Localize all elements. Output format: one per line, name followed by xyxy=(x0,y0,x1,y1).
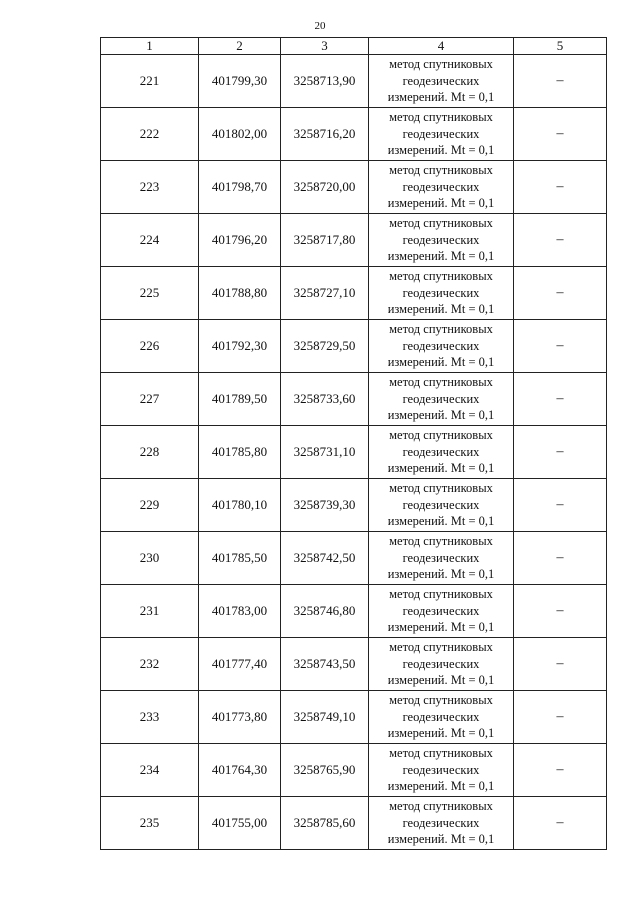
method-text-line: измерений. Mt = 0,1 xyxy=(387,408,495,423)
method-text-line: метод спутниковых xyxy=(389,693,493,708)
point-number-cell: 221 xyxy=(101,55,199,108)
method-cell xyxy=(369,55,514,108)
note-cell: – xyxy=(514,320,607,373)
method-text-line: геодезических xyxy=(402,709,480,724)
column-header: 2 xyxy=(199,38,281,55)
method-text-line: геодезических xyxy=(402,603,480,618)
method-text-line: геодезических xyxy=(402,179,480,194)
table-row xyxy=(101,214,607,267)
method-cell xyxy=(369,479,514,532)
y-coordinate-cell: 3258717,80 xyxy=(281,214,369,267)
method-text-line: геодезических xyxy=(402,762,480,777)
method-text-line: измерений. Mt = 0,1 xyxy=(387,514,495,529)
point-number-cell: 230 xyxy=(101,532,199,585)
method-text-line: метод спутниковых xyxy=(389,481,493,496)
y-coordinate-cell: 3258713,90 xyxy=(281,55,369,108)
method-text-line: геодезических xyxy=(402,338,480,353)
method-text-line: геодезических xyxy=(402,232,480,247)
method-text-line: метод спутниковых xyxy=(389,799,493,814)
table-row xyxy=(101,797,607,850)
y-coordinate-cell: 3258720,00 xyxy=(281,161,369,214)
table-row xyxy=(101,320,607,373)
table-row xyxy=(101,479,607,532)
method-text-line: метод спутниковых xyxy=(389,428,493,443)
method-text-line: геодезических xyxy=(402,285,480,300)
method-text-line: метод спутниковых xyxy=(389,746,493,761)
x-coordinate-cell: 401785,80 xyxy=(199,426,281,479)
method-cell xyxy=(369,373,514,426)
x-coordinate-cell: 401792,30 xyxy=(199,320,281,373)
y-coordinate-cell: 3258731,10 xyxy=(281,426,369,479)
x-coordinate-cell: 401802,00 xyxy=(199,108,281,161)
column-header: 1 xyxy=(101,38,199,55)
y-coordinate-cell: 3258743,50 xyxy=(281,638,369,691)
y-coordinate-cell: 3258742,50 xyxy=(281,532,369,585)
note-cell: – xyxy=(514,479,607,532)
method-text-line: метод спутниковых xyxy=(389,269,493,284)
note-cell: – xyxy=(514,744,607,797)
point-number-cell: 235 xyxy=(101,797,199,850)
point-number-cell: 234 xyxy=(101,744,199,797)
table-row xyxy=(101,532,607,585)
x-coordinate-cell: 401788,80 xyxy=(199,267,281,320)
method-cell xyxy=(369,532,514,585)
method-text-line: геодезических xyxy=(402,444,480,459)
method-text-line: измерений. Mt = 0,1 xyxy=(387,832,495,847)
method-text-line: геодезических xyxy=(402,656,480,671)
point-number-cell: 232 xyxy=(101,638,199,691)
column-header: 3 xyxy=(281,38,369,55)
table-row xyxy=(101,744,607,797)
method-text-line: измерений. Mt = 0,1 xyxy=(387,673,495,688)
method-text-line: метод спутниковых xyxy=(389,163,493,178)
method-text-line: метод спутниковых xyxy=(389,587,493,602)
method-cell xyxy=(369,161,514,214)
method-text-line: измерений. Mt = 0,1 xyxy=(387,302,495,317)
method-cell xyxy=(369,320,514,373)
method-cell xyxy=(369,426,514,479)
method-cell xyxy=(369,214,514,267)
table-row xyxy=(101,55,607,108)
x-coordinate-cell: 401798,70 xyxy=(199,161,281,214)
method-text-line: измерений. Mt = 0,1 xyxy=(387,249,495,264)
note-cell: – xyxy=(514,797,607,850)
y-coordinate-cell: 3258785,60 xyxy=(281,797,369,850)
point-number-cell: 229 xyxy=(101,479,199,532)
y-coordinate-cell: 3258746,80 xyxy=(281,585,369,638)
note-cell: – xyxy=(514,161,607,214)
method-text-line: измерений. Mt = 0,1 xyxy=(387,143,495,158)
table-row xyxy=(101,108,607,161)
method-text-line: измерений. Mt = 0,1 xyxy=(387,196,495,211)
x-coordinate-cell: 401789,50 xyxy=(199,373,281,426)
note-cell: – xyxy=(514,55,607,108)
method-text-line: геодезических xyxy=(402,391,480,406)
method-text-line: геодезических xyxy=(402,497,480,512)
note-cell: – xyxy=(514,638,607,691)
point-number-cell: 224 xyxy=(101,214,199,267)
note-cell: – xyxy=(514,691,607,744)
coordinates-table xyxy=(100,37,607,850)
table-row xyxy=(101,267,607,320)
method-text-line: измерений. Mt = 0,1 xyxy=(387,567,495,582)
table-row xyxy=(101,161,607,214)
method-text-line: геодезических xyxy=(402,815,480,830)
column-header: 5 xyxy=(514,38,607,55)
x-coordinate-cell: 401799,30 xyxy=(199,55,281,108)
y-coordinate-cell: 3258729,50 xyxy=(281,320,369,373)
y-coordinate-cell: 3258716,20 xyxy=(281,108,369,161)
x-coordinate-cell: 401783,00 xyxy=(199,585,281,638)
point-number-cell: 226 xyxy=(101,320,199,373)
x-coordinate-cell: 401796,20 xyxy=(199,214,281,267)
page-number: 20 xyxy=(314,20,326,32)
method-text-line: метод спутниковых xyxy=(389,216,493,231)
method-text-line: метод спутниковых xyxy=(389,375,493,390)
point-number-cell: 227 xyxy=(101,373,199,426)
y-coordinate-cell: 3258739,30 xyxy=(281,479,369,532)
method-text-line: измерений. Mt = 0,1 xyxy=(387,461,495,476)
note-cell: – xyxy=(514,108,607,161)
note-cell: – xyxy=(514,373,607,426)
note-cell: – xyxy=(514,267,607,320)
method-cell xyxy=(369,108,514,161)
table-row xyxy=(101,691,607,744)
note-cell: – xyxy=(514,426,607,479)
column-header: 4 xyxy=(369,38,514,55)
y-coordinate-cell: 3258765,90 xyxy=(281,744,369,797)
method-text-line: геодезических xyxy=(402,550,480,565)
method-text-line: геодезических xyxy=(402,126,480,141)
method-text-line: измерений. Mt = 0,1 xyxy=(387,620,495,635)
note-cell: – xyxy=(514,214,607,267)
method-cell xyxy=(369,691,514,744)
table-row xyxy=(101,638,607,691)
point-number-cell: 233 xyxy=(101,691,199,744)
method-text-line: измерений. Mt = 0,1 xyxy=(387,779,495,794)
point-number-cell: 223 xyxy=(101,161,199,214)
method-cell xyxy=(369,585,514,638)
method-text-line: измерений. Mt = 0,1 xyxy=(387,90,495,105)
note-cell: – xyxy=(514,532,607,585)
method-cell xyxy=(369,638,514,691)
table-row xyxy=(101,426,607,479)
table-row xyxy=(101,585,607,638)
y-coordinate-cell: 3258727,10 xyxy=(281,267,369,320)
method-text-line: метод спутниковых xyxy=(389,534,493,549)
method-text-line: метод спутниковых xyxy=(389,640,493,655)
method-text-line: метод спутниковых xyxy=(389,110,493,125)
method-text-line: метод спутниковых xyxy=(389,57,493,72)
method-text-line: измерений. Mt = 0,1 xyxy=(387,355,495,370)
point-number-cell: 225 xyxy=(101,267,199,320)
y-coordinate-cell: 3258749,10 xyxy=(281,691,369,744)
table-row xyxy=(101,373,607,426)
y-coordinate-cell: 3258733,60 xyxy=(281,373,369,426)
x-coordinate-cell: 401773,80 xyxy=(199,691,281,744)
point-number-cell: 231 xyxy=(101,585,199,638)
method-cell xyxy=(369,797,514,850)
x-coordinate-cell: 401764,30 xyxy=(199,744,281,797)
x-coordinate-cell: 401777,40 xyxy=(199,638,281,691)
point-number-cell: 222 xyxy=(101,108,199,161)
method-cell xyxy=(369,744,514,797)
x-coordinate-cell: 401780,10 xyxy=(199,479,281,532)
method-text-line: измерений. Mt = 0,1 xyxy=(387,726,495,741)
point-number-cell: 228 xyxy=(101,426,199,479)
x-coordinate-cell: 401785,50 xyxy=(199,532,281,585)
header-row xyxy=(101,38,607,55)
note-cell: – xyxy=(514,585,607,638)
method-text-line: метод спутниковых xyxy=(389,322,493,337)
x-coordinate-cell: 401755,00 xyxy=(199,797,281,850)
method-cell xyxy=(369,267,514,320)
method-text-line: геодезических xyxy=(402,73,480,88)
